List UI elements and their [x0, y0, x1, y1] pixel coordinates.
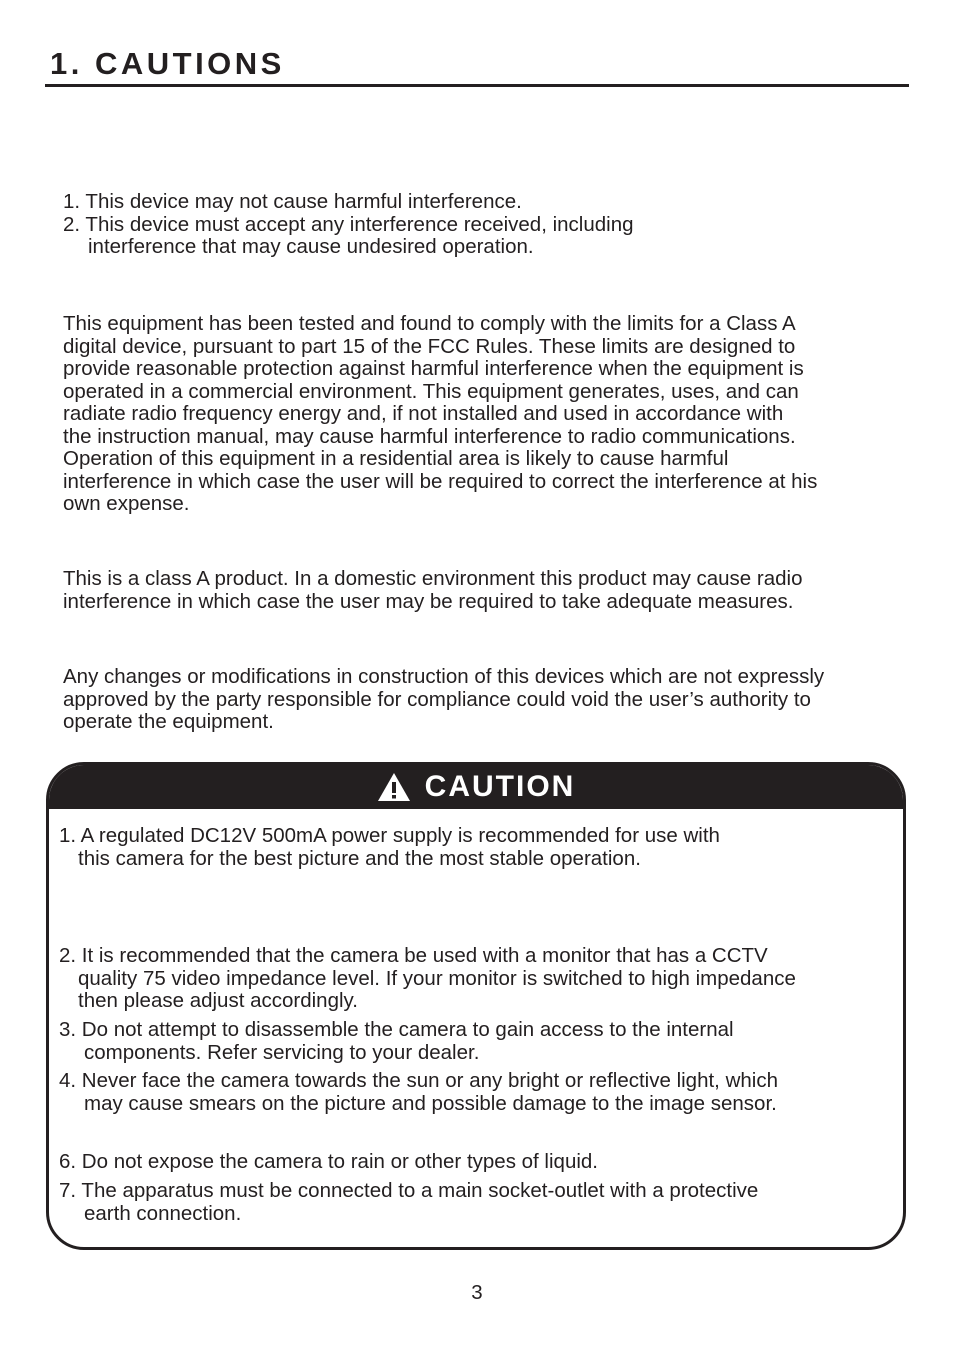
- caution-item-line: 6. Do not expose the camera to rain or other types of liquid.: [59, 1150, 598, 1173]
- paragraph-line: Operation of this equipment in a residential area is likely to cause harmful: [63, 447, 729, 470]
- caution-item-line: 7. The apparatus must be connected to a main socket-outlet with a protective: [59, 1179, 759, 1202]
- caution-item-line: then please adjust accordingly.: [78, 989, 358, 1012]
- list-item-line: 2. This device must accept any interference received, including: [63, 212, 634, 236]
- caution-item: [59, 1070, 778, 1115]
- paragraph-line: interference in which case the user will be required to correct the interference at his: [63, 469, 818, 493]
- paragraph-line: provide reasonable protection against harmful interference when the equipment is: [63, 357, 804, 380]
- caution-header: [49, 765, 903, 809]
- caution-item: [59, 1019, 734, 1064]
- caution-item: [59, 825, 720, 870]
- caution-item-line: quality 75 video impedance level. If your monitor is switched to high impedance: [78, 966, 796, 990]
- ce-class-a-paragraph: [63, 568, 803, 613]
- caution-item-line: 2. It is recommended that the camera be used with a monitor that has a CCTV: [59, 944, 768, 967]
- caution-item: [59, 1180, 758, 1225]
- caution-item-line: 4. Never face the camera towards the sun or any bright or reflective light, which: [59, 1069, 778, 1092]
- paragraph-line: This equipment has been tested and found to comply with the limits for a Class A: [63, 312, 796, 335]
- caution-item: [59, 1151, 598, 1174]
- list-item-line: interference that may cause undesired operation.: [88, 235, 534, 258]
- caution-item-line: this camera for the best picture and the most stable operation.: [78, 846, 641, 870]
- paragraph-line: radiate radio frequency energy and, if not installed and used in accordance with: [63, 402, 784, 425]
- fcc-conditions-list: [63, 191, 634, 259]
- modifications-paragraph: [63, 666, 824, 734]
- paragraph-line: operate the equipment.: [63, 710, 274, 733]
- list-item-line: 1. This device may not cause harmful interference.: [63, 190, 522, 213]
- page-number: 3: [471, 1281, 483, 1304]
- paragraph-line: interference in which case the user may be required to take adequate measures.: [63, 589, 794, 613]
- caution-title: CAUTION: [424, 770, 576, 803]
- paragraph-line: approved by the party responsible for compliance could void the user’s authority to: [63, 687, 811, 711]
- paragraph-line: This is a class A product. In a domestic environment this product may cause radio: [63, 567, 803, 590]
- page-title: 1. CAUTIONS: [50, 46, 285, 81]
- list-item: [63, 214, 634, 259]
- paragraph-line: digital device, pursuant to part 15 of the FCC Rules. These limits are designed to: [63, 334, 796, 358]
- warning-triangle-icon: [377, 772, 411, 802]
- list-item: [63, 191, 634, 214]
- paragraph-line: the instruction manual, may cause harmful interference to radio communications.: [63, 424, 796, 448]
- caution-item-line: 1. A regulated DC12V 500mA power supply is recommended for use with: [59, 824, 720, 847]
- paragraph-line: operated in a commercial environment. This equipment generates, uses, and can: [63, 379, 799, 403]
- title-divider: [45, 84, 909, 87]
- caution-item: [59, 945, 796, 1013]
- paragraph-line: own expense.: [63, 492, 190, 515]
- caution-item-line: may cause smears on the picture and possible damage to the image sensor.: [84, 1091, 777, 1115]
- caution-item-line: 3. Do not attempt to disassemble the camera to gain access to the internal: [59, 1018, 734, 1041]
- fcc-class-a-paragraph: [63, 313, 817, 516]
- paragraph-line: Any changes or modifications in construction of this devices which are not expressly: [63, 665, 825, 688]
- caution-box: [46, 762, 906, 1250]
- caution-item-line: earth connection.: [84, 1201, 242, 1225]
- caution-item-line: components. Refer servicing to your dealer.: [84, 1040, 480, 1064]
